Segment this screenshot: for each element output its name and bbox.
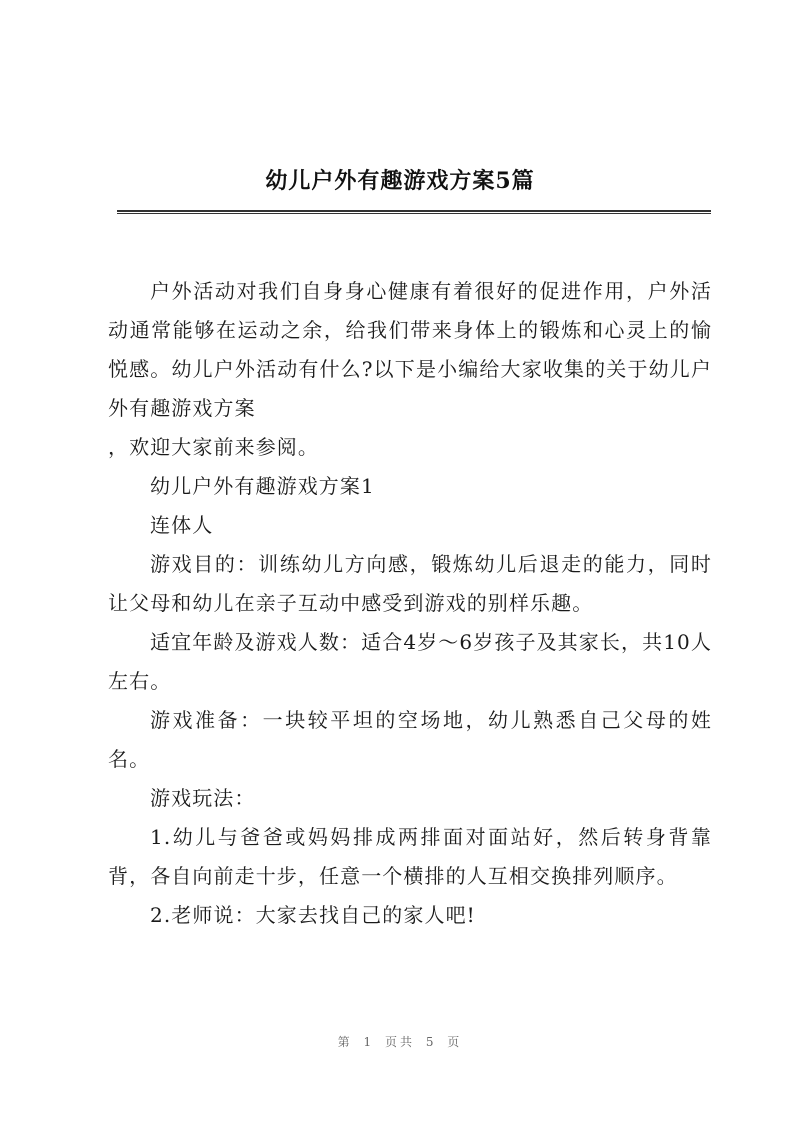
intro-continuation: ，欢迎大家前来参阅。 — [108, 435, 319, 459]
game-age-players: 适宜年龄及游戏人数：适合4岁～6岁孩子及其家长，共10人左右。 — [108, 630, 712, 693]
document-body — [108, 272, 712, 935]
game-preparation: 游戏准备：一块较平坦的空场地，幼儿熟悉自己父母的姓名。 — [108, 708, 712, 771]
game-rules-heading: 游戏玩法： — [150, 786, 256, 810]
footer-current-page: 1 — [363, 1035, 375, 1049]
footer-suffix: 页 — [447, 1035, 463, 1049]
document-title: 幼儿户外有趣游戏方案5篇 — [265, 168, 535, 194]
section-heading: 幼儿户外有趣游戏方案1 — [150, 474, 375, 498]
footer-prefix: 第 — [337, 1035, 353, 1049]
footer-middle: 页共 — [384, 1035, 415, 1049]
footer-total-pages: 5 — [425, 1035, 437, 1049]
game-rule-step: 2.老师说：大家去找自己的家人吧! — [150, 903, 476, 927]
page-number-footer — [0, 1033, 800, 1050]
game-purpose: 游戏目的：训练幼儿方向感，锻炼幼儿后退走的能力，同时让父母和幼儿在亲子互动中感受到游戏的别样乐趣。 — [108, 552, 712, 615]
game-rule-step: 1.幼儿与爸爸或妈妈排成两排面对面站好，然后转身背靠背，各自向前走十步，任意一个横排的人互相交换排列顺序。 — [108, 825, 712, 888]
game-name: 连体人 — [150, 513, 214, 537]
title-divider — [117, 210, 711, 214]
intro-paragraph: 户外活动对我们自身身心健康有着很好的促进作用，户外活动通常能够在运动之余，给我们带来身体上的锻炼和心灵上的愉悦感。幼儿户外活动有什么?以下是小编给大家收集的关于幼儿户外有趣游戏方案 — [108, 279, 712, 420]
